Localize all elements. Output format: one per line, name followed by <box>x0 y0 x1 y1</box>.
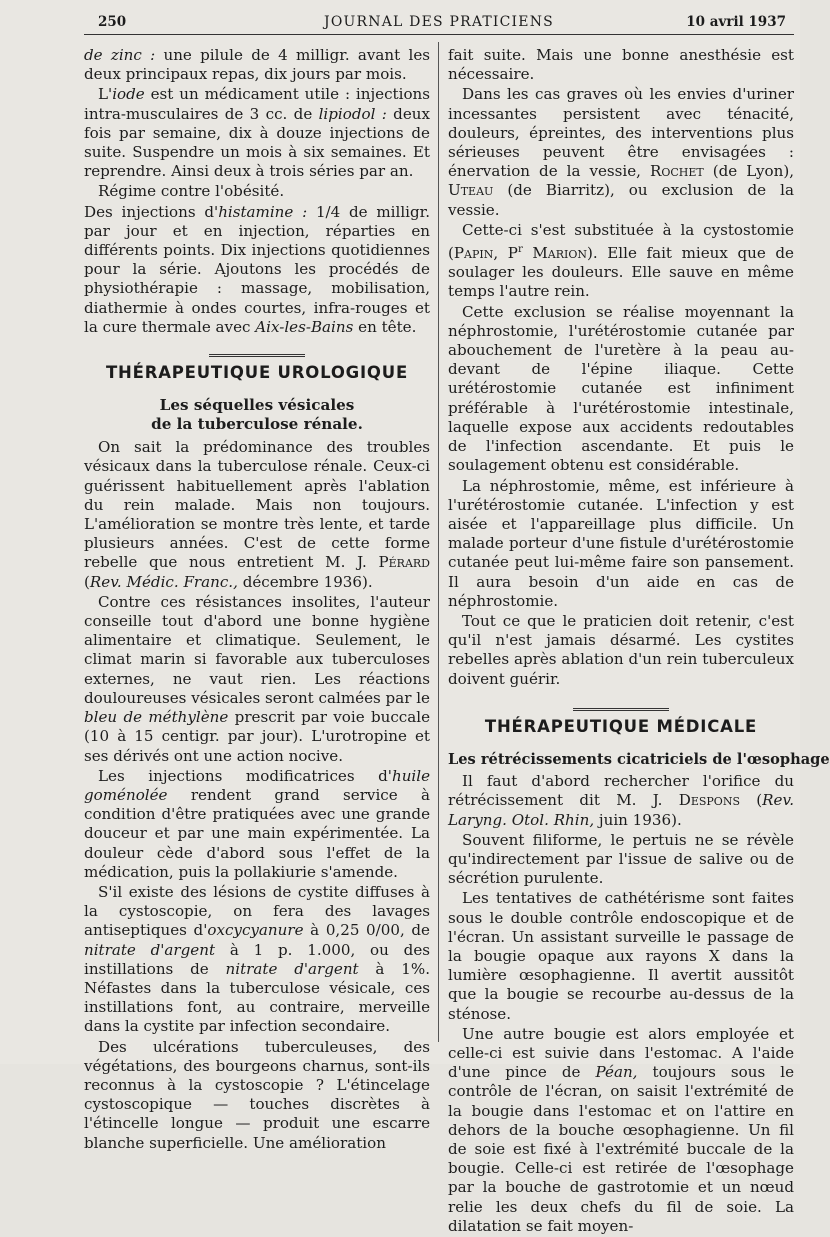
paragraph: de zinc : une pilule de 4 milligr. avant les deux principaux repas, dix jours par mois. <box>84 46 430 84</box>
paragraph: Il faut d'abord rechercher l'orifice du rétrécissement dit M. J. Despons (Rev. Laryng. Otol. Rhin, juin 1936). <box>448 772 795 829</box>
paragraph: Contre ces résistances insolites, l'auteur conseille tout d'abord une bonne hygiène alimentaire et climatique. Seulement, le climat marin si favorable aux tuberculoses externes, ne vaut rien. Les réactions douloureuses vésicales seront calmées par le bleu de méthylène prescrit par voie buccale (10 à 15 centigr. par jour). L'urotropine et ses dérivés ont une action nocive. <box>84 592 431 765</box>
urologique-article-body <box>84 438 430 1153</box>
article-title-urologique <box>84 396 430 434</box>
paragraph: Les injections modificatrices d'huile goménolée rendent grand service à condition d'être pratiquées avec une grande douceur et par une main expérimentée. La douleur cède d'abord sous l'effet de la médication, puis la pollakiurie s'amende. <box>84 766 430 881</box>
article-title-oesophage: Les rétrécissements cicatriciels de l'œsophage <box>448 750 830 768</box>
section-title-urologique: THÉRAPEUTIQUE UROLOGIQUE <box>105 363 409 383</box>
right-column <box>448 46 830 1237</box>
column-divider <box>438 42 439 1042</box>
paragraph: Des ulcérations tuberculeuses, des végétations, des bourgeons charnus, sont-ils reconnus à la cystoscopie ? L'étincelage cystoscopique — touches discrètes à l'étincelle longue — produit une escarre blanche superficielle. Une amélioration <box>84 1037 430 1152</box>
section-title-medicale: THÉRAPEUTIQUE MÉDICALE <box>484 716 758 736</box>
right-continuation-text <box>448 46 794 689</box>
page-header <box>84 12 794 35</box>
paragraph: Tout ce que le praticien doit retenir, c'est qu'il n'est jamais désarmé. Les cystites rebelles après ablation d'un rein tuberculeux doivent guérir. <box>448 611 794 688</box>
journal-title: JOURNAL DES PRATICIENS <box>324 14 554 30</box>
issue-date: 10 avril 1937 <box>686 14 786 30</box>
paragraph: fait suite. Mais une bonne anesthésie est nécessaire. <box>448 46 794 84</box>
paragraph: On sait la prédominance des troubles vésicaux dans la tuberculose rénale. Ceux-ci guérissent habituellement après l'ablation du rein malade. Mais non toujours. L'amélioration se montre très lente, et tarde plusieurs années. C'est de cette forme rebelle que nous entretient M. J. Pérard (Rev. Médic. Franc., décembre 1936). <box>84 438 430 591</box>
paragraph: Dans les cas graves où les envies d'uriner incessantes persistent avec ténacité, douleurs, épreintes, des interventions plus sérieuses peuvent être envisagées : énervation de la vessie, Rochet (de Lyon), Uteau (de Biarritz), ou exclusion de la vessie. <box>448 85 794 219</box>
left-intro-text <box>84 46 430 337</box>
article-title-line: de la tuberculose rénale. <box>151 415 363 434</box>
paragraph: Cette exclusion se réalise moyennant la néphrostomie, l'urétérostomie cutanée par abouchement de l'uretère à la peau au-devant de l'épine iliaque. Cette urétérostomie cutanée est infiniment préférable à l'urétérostomie intestinale, laquelle expose aux accidents redoutables de l'infection ascendante. Et puis le soulagement obtenu est considérable. <box>448 302 794 475</box>
article-title-line: Les séquelles vésicales <box>159 396 355 415</box>
paragraph: Des injections d'histamine : 1/4 de milligr. par jour et en injection, réparties en différents points. Dix injections quotidiennes pour la série. Ajoutons les procédés de physiothérapie : massage, mobilisation, diathermie à ondes courtes, infra-rouges et la cure thermale avec Aix-les-Bains en tête. <box>84 202 430 336</box>
paragraph: Les tentatives de cathétérisme sont faites sous le double contrôle endoscopique et de l'écran. Un assistant surveille le passage de la bougie opaque aux rayons X dans la lumière œsophagienne. Il avertit aussitôt que la bougie se recourbe au-dessus de la sténose. <box>448 889 794 1023</box>
paragraph: Régime contre l'obésité. <box>98 182 285 201</box>
oesophage-article-body <box>448 772 794 1236</box>
paragraph: Souvent filiforme, le pertuis ne se révèle qu'indirectement par l'issue de salive ou de sécrétion purulente. <box>448 830 794 888</box>
left-column <box>84 46 430 1154</box>
paragraph: Cette-ci s'est substituée à la cystostomie (Papin, $P^r$ Marion). Elle fait mieux que de soulager les douleurs. Elle sauve en même temps l'autre rein. <box>448 220 794 301</box>
paragraph: L'iode est un médicament utile : injections intra-musculaires de 3 cc. de lipiodol : deux fois par semaine, dix à douze injections de suite. Suspendre un mois à six semaines. Et reprendre. Ainsi deux à trois séries par an. <box>84 85 430 181</box>
page-number: 250 <box>98 14 127 30</box>
paragraph: La néphrostomie, même, est inférieure à l'urétérostomie cutanée. L'infection y est aisée et l'appareillage plus difficile. Un malade porteur d'une fistule d'urétérostomie cutanée peut lui-même faire son pansement. Il aura besoin d'un aide en cas de néphrostomie. <box>448 476 794 610</box>
paragraph: S'il existe des lésions de cystite diffuses à la cystoscopie, on fera des lavages antiseptiques d'oxcycyanure à 0,25 0/00, de nitrate d'argent à 1 p. 1.000, ou des instillations de nitrate d'argent à 1%. Néfastes dans la tuberculose vésicale, ces instillations font, au contraire, merveille dans la cystite par infection secondaire. <box>84 882 431 1036</box>
paragraph: Une autre bougie est alors employée et celle-ci est suivie dans l'estomac. A l'aide d'une pince de Péan, toujours sous le contrôle de l'écran, on saisit l'extrémité de la bougie dans l'estomac et on l'attire en dehors de la bouche œsophagienne. Un fil de soie est fixé à l'extrémité buccale de la bougie. Celle-ci est retirée de l'œsophage par la bouche de gastrotomie et un nœud relie les deux chefs du fil de soie. La dilatation se fait moyen- <box>448 1024 794 1235</box>
